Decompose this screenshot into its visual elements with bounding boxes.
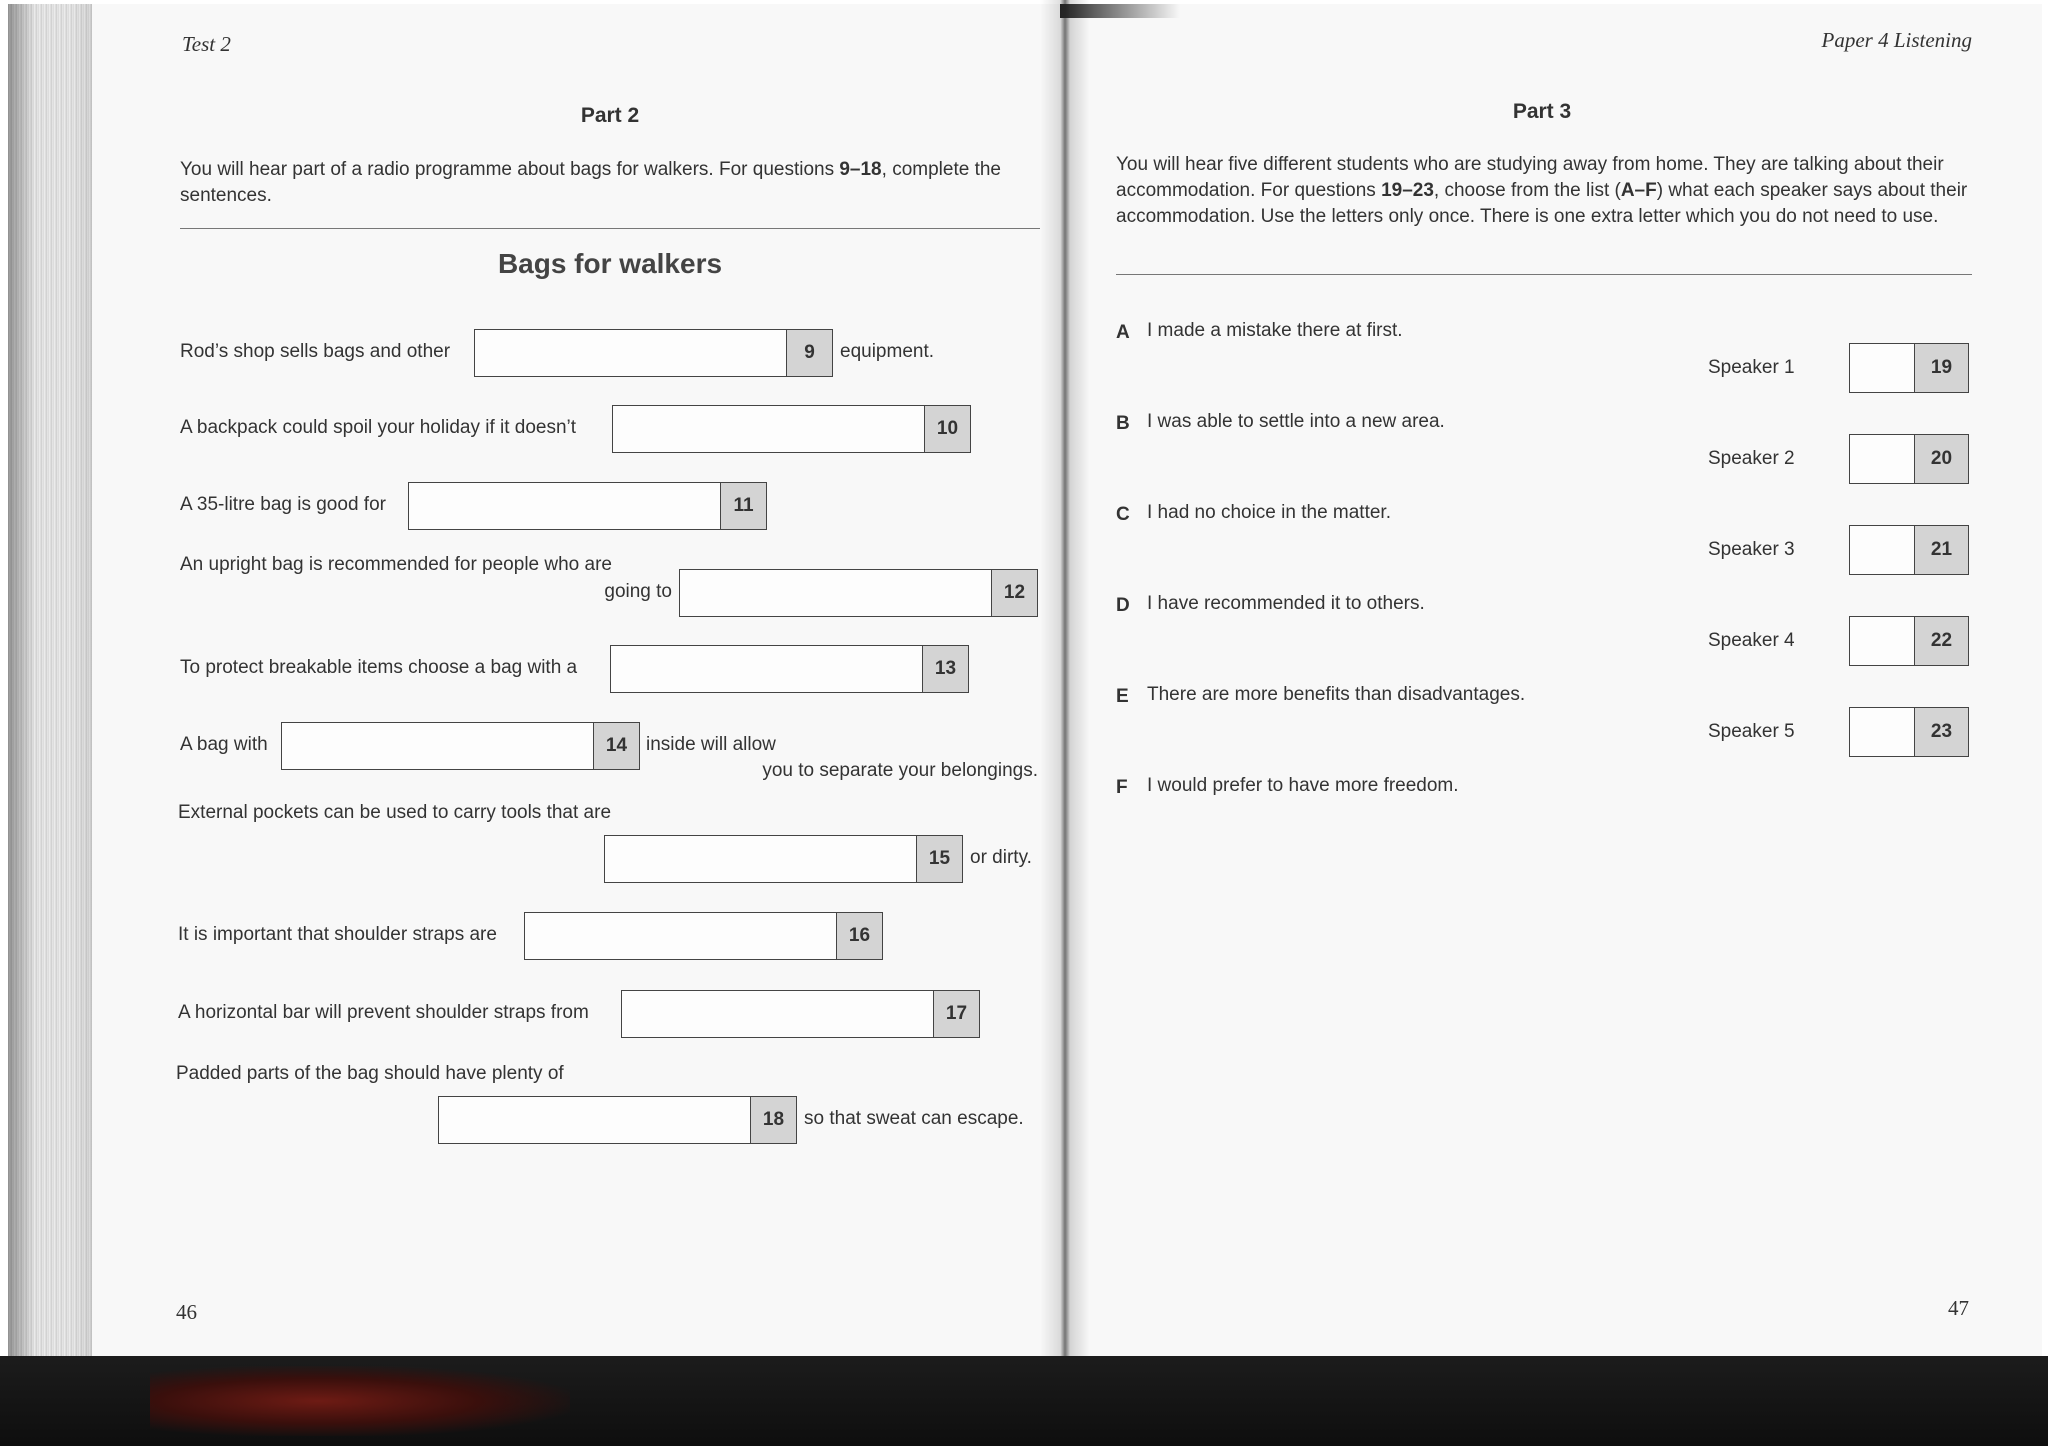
item-18-text: Padded parts of the bag should have plenty of (176, 1063, 564, 1084)
part-2-instructions: You will hear part of a radio programme about bags for walkers. For questions 9–18, complete the sentences. (180, 159, 1001, 206)
answer-box-10[interactable] (612, 405, 971, 453)
question-number-13: 13 (922, 646, 968, 692)
option-letter-d: D (1116, 595, 1130, 616)
option-letter-e: E (1116, 686, 1129, 707)
answer-box-22[interactable] (1849, 616, 1969, 666)
item-14-after-line2: you to separate your belongings. (762, 760, 1038, 781)
part-2-title: Part 2 (580, 104, 640, 127)
question-number-19: 19 (1914, 344, 1968, 392)
part-3-rule (1116, 274, 1972, 275)
item-12-text-line2: going to (604, 581, 672, 602)
question-number-22: 22 (1914, 617, 1968, 665)
speaker-3-label: Speaker 3 (1708, 539, 1795, 560)
answer-box-15[interactable] (604, 835, 963, 883)
option-text-e: There are more benefits than disadvantages. (1147, 684, 1526, 705)
answer-box-14[interactable] (281, 722, 640, 770)
item-14-after: inside will allow (646, 734, 776, 755)
answer-box-12[interactable] (679, 569, 1038, 617)
page-number-right: 47 (1948, 1296, 1969, 1320)
question-number-15: 15 (916, 836, 962, 882)
page-number-left: 46 (176, 1300, 197, 1324)
answer-box-11[interactable] (408, 482, 767, 530)
item-16-text: It is important that shoulder straps are (178, 924, 497, 945)
gutter-shadow (1060, 4, 1180, 18)
question-number-11: 11 (720, 483, 766, 529)
option-text-f: I would prefer to have more freedom. (1147, 775, 1459, 796)
item-15-after: or dirty. (970, 847, 1032, 868)
question-number-10: 10 (924, 406, 970, 452)
item-14-text: A bag with (180, 734, 268, 755)
part-3-title: Part 3 (1512, 100, 1572, 123)
option-text-c: I had no choice in the matter. (1147, 502, 1391, 523)
speaker-4-label: Speaker 4 (1708, 630, 1795, 651)
question-number-16: 16 (836, 913, 882, 959)
item-12-text-line1: An upright bag is recommended for people who are (180, 554, 612, 575)
item-9-after: equipment. (840, 341, 935, 362)
option-letter-c: C (1116, 504, 1130, 525)
answer-box-18[interactable] (438, 1096, 797, 1144)
option-text-b: I was able to settle into a new area. (1147, 411, 1445, 432)
book-page-edges (8, 4, 98, 1360)
item-18-after: so that sweat can escape. (804, 1108, 1024, 1129)
option-letter-f: F (1116, 777, 1128, 798)
part-2-rule (180, 228, 1040, 229)
question-number-17: 17 (933, 991, 979, 1037)
item-13-text: To protect breakable items choose a bag with a (180, 657, 578, 678)
option-text-a: I made a mistake there at first. (1147, 320, 1403, 341)
section-title: Bags for walkers (497, 248, 723, 279)
question-number-21: 21 (1914, 526, 1968, 574)
question-number-20: 20 (1914, 435, 1968, 483)
item-10-text: A backpack could spoil your holiday if it doesn’t (180, 417, 577, 438)
answer-box-9[interactable] (474, 329, 833, 377)
book-gutter (1040, 0, 1090, 1360)
answer-box-21[interactable] (1849, 525, 1969, 575)
speaker-5-label: Speaker 5 (1708, 721, 1795, 742)
question-number-23: 23 (1914, 708, 1968, 756)
running-head-right: Paper 4 Listening (1821, 28, 1972, 52)
item-17-text: A horizontal bar will prevent shoulder straps from (178, 1002, 589, 1023)
item-11-text: A 35-litre bag is good for (180, 494, 386, 515)
question-number-14: 14 (593, 723, 639, 769)
option-letter-b: B (1116, 413, 1130, 434)
answer-box-23[interactable] (1849, 707, 1969, 757)
answer-box-17[interactable] (621, 990, 980, 1038)
background-surface (0, 1356, 2048, 1446)
item-15-text: External pockets can be used to carry tools that are (178, 802, 612, 823)
question-number-12: 12 (991, 570, 1037, 616)
part-3-instructions: You will hear five different students who are studying away from home. They are talking about their accommodation. For questions 19–23, choose from the list (A–F) what each speaker says about their accommodation. Use the letters only once. There is one extra letter which you do not need to use. (1116, 154, 1968, 227)
answer-box-13[interactable] (610, 645, 969, 693)
answer-box-20[interactable] (1849, 434, 1969, 484)
speaker-2-label: Speaker 2 (1708, 448, 1795, 469)
question-number-9: 9 (786, 330, 832, 376)
answer-box-16[interactable] (524, 912, 883, 960)
option-text-d: I have recommended it to others. (1147, 593, 1425, 614)
running-head-left: Test 2 (182, 32, 231, 56)
question-number-18: 18 (750, 1097, 796, 1143)
item-9-text: Rod’s shop sells bags and other (180, 341, 451, 362)
speaker-1-label: Speaker 1 (1708, 357, 1795, 378)
option-letter-a: A (1116, 322, 1130, 343)
answer-box-19[interactable] (1849, 343, 1969, 393)
